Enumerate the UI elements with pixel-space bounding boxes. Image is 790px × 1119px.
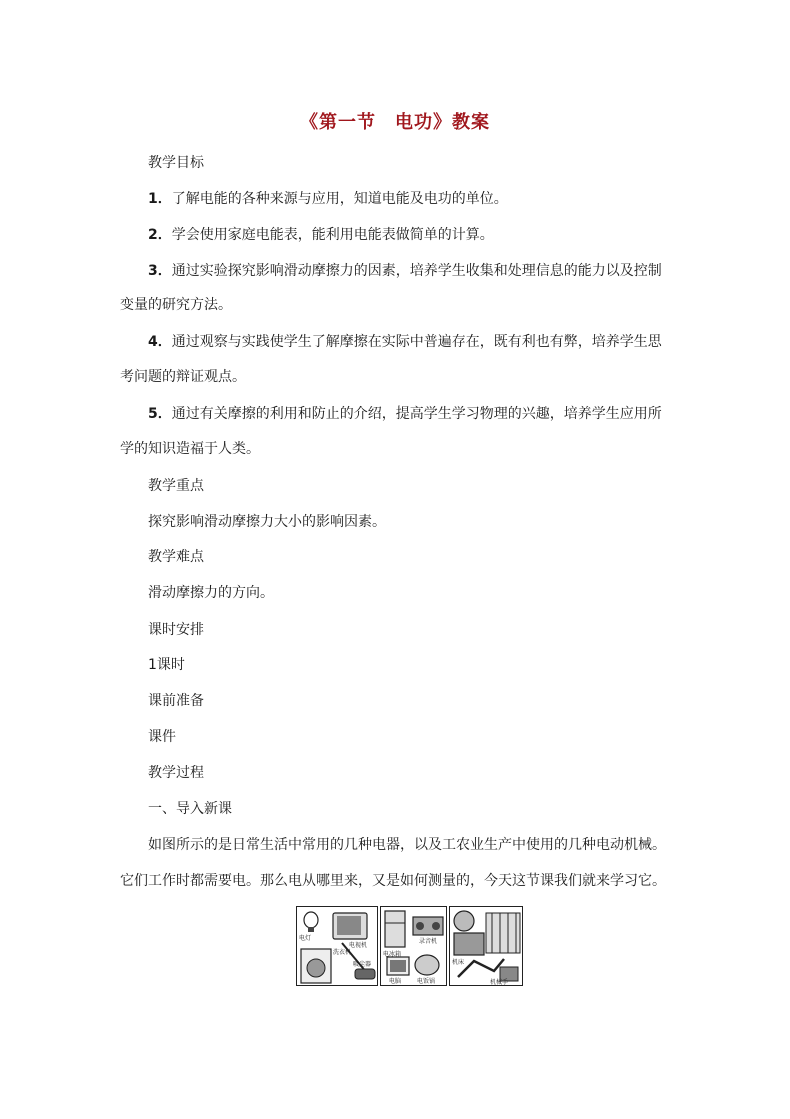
preparation-text: 课件 bbox=[148, 729, 176, 745]
process-heading: 教学过程 bbox=[148, 765, 204, 781]
objective-4-text: 通过观察与实践使学生了解摩擦在实际中普遍存在，既有利也有弊，培养学生思 bbox=[171, 334, 662, 350]
schedule-heading: 课时安排 bbox=[148, 622, 204, 638]
objective-2 bbox=[148, 225, 708, 245]
lamp-icon bbox=[304, 912, 318, 932]
household-appliances-illustration-2 bbox=[381, 907, 447, 986]
objective-4 bbox=[148, 332, 708, 352]
figure-label-robot-arm: 机械手 bbox=[490, 979, 509, 986]
objective-3-text: 通过实验探究影响滑动摩擦力的因素，培养学生收集和处理信息的能力以及控制 bbox=[171, 263, 662, 279]
machine-tool-icon bbox=[454, 911, 484, 955]
radio-icon bbox=[413, 917, 443, 935]
objective-4-continuation: 考问题的辩证观点。 bbox=[120, 369, 246, 385]
figure-panel-machinery bbox=[449, 906, 523, 986]
intro-paragraph-line-2: 它们工作时都需要电。那么电从哪里来，又是如何测量的，今天这节课我们就来学习它。 bbox=[120, 873, 666, 889]
objective-3-continuation: 变量的研究方法。 bbox=[120, 297, 232, 313]
figure-label-tv: 电视机 bbox=[349, 942, 368, 949]
figure-label-machine-tool: 机床 bbox=[452, 959, 465, 966]
conveyor-icon bbox=[486, 913, 520, 953]
figure-panel-household-2 bbox=[380, 906, 447, 986]
objective-2-number: 2． bbox=[148, 227, 172, 243]
computer-icon bbox=[387, 957, 409, 975]
figure-label-fridge: 电冰箱 bbox=[383, 951, 402, 958]
intro-heading: 一、导入新课 bbox=[148, 801, 232, 817]
difficulty-text: 滑动摩擦力的方向。 bbox=[148, 585, 274, 601]
objective-1 bbox=[148, 189, 708, 209]
objective-3 bbox=[148, 261, 708, 281]
document-title: 《第一节 电功》教案 bbox=[300, 112, 490, 133]
appliances-figure bbox=[296, 906, 523, 988]
rice-cooker-icon bbox=[415, 955, 439, 975]
figure-label-washer: 洗衣机 bbox=[333, 949, 352, 956]
objective-4-number: 4． bbox=[148, 334, 172, 350]
washing-machine-icon bbox=[301, 949, 331, 983]
objectives-heading: 教学目标 bbox=[148, 155, 204, 171]
figure-label-lamp: 电灯 bbox=[299, 935, 312, 942]
figure-label-computer: 电脑 bbox=[389, 978, 402, 985]
schedule-text: 1课时 bbox=[148, 657, 185, 673]
objective-1-text: 了解电能的各种来源与应用，知道电能及电功的单位。 bbox=[171, 191, 508, 207]
key-points-text: 探究影响滑动摩擦力大小的影响因素。 bbox=[148, 514, 386, 530]
refrigerator-icon bbox=[385, 911, 405, 947]
figure-panel-household-1 bbox=[296, 906, 378, 986]
intro-paragraph-line-1: 如图所示的是日常生活中常用的几种电器，以及工农业生产中使用的几种电动机械。 bbox=[148, 837, 666, 853]
objective-5-number: 5． bbox=[148, 406, 172, 422]
objective-2-text: 学会使用家庭电能表，能利用电能表做简单的计算。 bbox=[171, 227, 494, 243]
figure-label-radio: 录音机 bbox=[419, 938, 438, 945]
difficulty-heading: 教学难点 bbox=[148, 549, 204, 565]
objective-3-number: 3． bbox=[148, 263, 172, 279]
objective-5-text: 通过有关摩擦的利用和防止的介绍，提高学生学习物理的兴趣，培养学生应用所 bbox=[171, 406, 662, 422]
preparation-heading: 课前准备 bbox=[148, 693, 204, 709]
tv-icon bbox=[333, 913, 367, 939]
figure-label-rice-cooker: 电饭锅 bbox=[417, 978, 436, 985]
machinery-illustration bbox=[450, 907, 523, 986]
figure-label-vacuum: 吸尘器 bbox=[353, 961, 372, 968]
robot-arm-icon bbox=[458, 959, 518, 981]
key-points-heading: 教学重点 bbox=[148, 478, 204, 494]
objective-5 bbox=[148, 404, 708, 424]
objective-1-number: 1． bbox=[148, 191, 172, 207]
objective-5-continuation: 学的知识造福于人类。 bbox=[120, 441, 260, 457]
